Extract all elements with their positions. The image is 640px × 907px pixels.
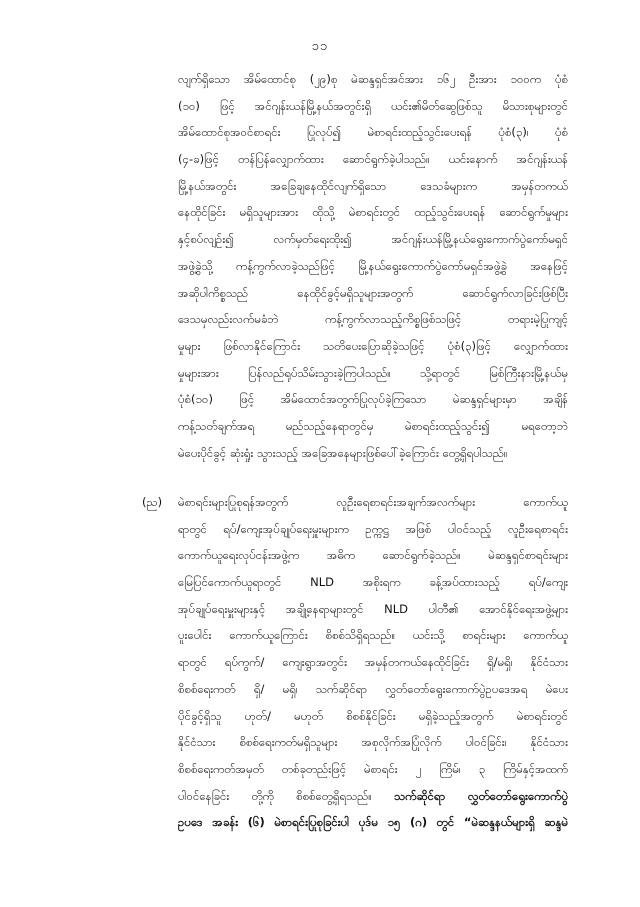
paragraph-1-line: နှင့်စပ်လျဉ်း၍ လက်မှတ်ရေးထိုး၍ အင်ဂျန်းယန်မြို့နယ်ရွေးကောက်ပွဲကော်မရှင် bbox=[178, 232, 568, 247]
paragraph-2-line: ပိုင်ခွင့်ရှိသူ ဟုတ်/ မဟုတ် စိစစ်နိုင်ခြင်း မရှိခဲ့သည့်အတွက် မဲစာရင်းတွင် bbox=[178, 708, 568, 723]
paragraph-1-line: ဒေသမှလည်းလက်မခံဘဲ ကန့်ကွက်လာသည့်ကိစ္စဖြစ်သဖြင့် တရားမဲ့ပြုကျင့် bbox=[178, 312, 568, 327]
paragraph-2-line: အုပ်ချုပ်ရေးမှူးများနှင့် အချို့နေရာများတွင် NLD ပါတီ၏ အောင်နိုင်ရေးအဖွဲ့များ bbox=[178, 601, 568, 616]
paragraph-2-label: (ည) bbox=[142, 495, 163, 509]
paragraph-1-line: မြို့နယ်အတွင်း အခြေချနေထိုင်လျက်ရှိသော ဒေသခံများက အမှန်တကယ် bbox=[178, 178, 568, 193]
paragraph-2-line: ရာတွင် ရပ်ကွက်/ ကျေးရွာအတွင်း အမှန်တကယ်နေထိုင်ခြင်း ရှိ/မရှိ၊ နိုင်ငံသား bbox=[178, 655, 568, 670]
paragraph-2-line: မဲစာရင်းများပြုစုရန်အတွက် လူဦးရေစာရင်းအချက်အလက်များ ကောက်ယူ bbox=[178, 495, 568, 509]
paragraph-2-line: ပူးပေါင်း ကောက်ယူကြောင်း စိစစ်သိရှိရသည်။ ယင်းသို့ စာရင်းများ ကောက်ယူ bbox=[178, 628, 568, 643]
paragraph-1-line: (၁၀) ဖြင့် အင်ဂျန်းယန်မြို့နယ်အတွင်းရှိ ယင်း၏မိတ်ဆွေဖြစ်သူ မိသားစုများတွင် bbox=[178, 98, 568, 113]
paragraph-1 bbox=[178, 66, 568, 466]
paragraph-1-line: အဆိုပါကိစ္စသည် နေထိုင်ခွင့်မရှိသူများအတွက် ဆောင်ရွက်လာခြင်းဖြစ်ပြီး bbox=[178, 285, 568, 300]
paragraph-2-line: မြေပြင်ကောက်ယူရာတွင် NLD အစိုးရက ခန့်အပ်ထားသည့် ရပ်/ကျေး bbox=[178, 575, 568, 590]
paragraph-2-line: စိစစ်ရေးကတ် ရှိ/ မရှိ၊ သက်ဆိုင်ရာ လွှတ်တော်ရွေးကောက်ပွဲဥပဒေအရ မဲပေး bbox=[178, 681, 568, 696]
paragraph-2-regular-text: ပါဝင်နေခြင်း တို့ကို စိစစ်တွေ့ရှိရသည်။ bbox=[178, 788, 372, 803]
paragraph-1-line: နေထိုင်ခြင်း မရှိသူများအား ထိုသို့ မဲစာရင်းတွင် ထည့်သွင်းပေးရန် ဆောင်ရွက်မှုများ bbox=[178, 205, 568, 220]
paragraph-2-line: နိုင်ငံသား စိစစ်ရေးကတ်မရှိသူများ အစုလိုက်အပြုံလိုက် ပါဝင်ခြင်း၊ နိုင်ငံသား bbox=[178, 735, 568, 750]
paragraph-2-line-with-bold bbox=[178, 783, 568, 810]
paragraph-1-line: လျက်ရှိသော အိမ်ထောင်စု (၂၉)စု မဲဆန္ဒရှင်အင်အား ၁၆၂ ဦးအား ၁၀၀က ပုံစံ bbox=[178, 72, 568, 86]
page-number: ၁၁ bbox=[311, 39, 329, 54]
paragraph-2-line: စိစစ်ရေးကတ်အမှတ် တစ်ခုတည်းဖြင့် မဲစာရင်း ၂ ကြိမ်၊ ၃ ကြိမ်နှင့်အထက် bbox=[178, 761, 568, 776]
paragraph-2-bold-line: ဥပဒေ အခန်း (၆) မဲစာရင်းပြုစုခြင်းပါ ပုဒ်မ ၁၅ (ဂ) တွင် “မဲဆန္ဒနယ်များရှိ ဆန္ဒမဲ bbox=[178, 815, 568, 830]
paragraph-1-line: အိမ်ထောင်စုအဝင်စာရင်း ပြုလုပ်၍ မဲစာရင်းထည့်သွင်းပေးရန် ပုံစံ(၃)၊ ပုံစံ bbox=[178, 125, 568, 140]
paragraph-1-line: (၄-ခ)ဖြင့် တန်ပြန်လျှောက်ထား ဆောင်ရွက်ခဲ့ပါသည်။ ယင်းနောက် အင်ဂျန်းယန် bbox=[178, 152, 568, 167]
paragraph-1-line: မဲပေးပိုင်ခွင့် ဆုံးရှုံး သွားသည့် အခြေအနေများဖြစ်ပေါ်ခဲ့ကြောင်း တွေ့ရှိရပါသည်။ bbox=[178, 445, 508, 460]
paragraph-1-line: ကန့်သတ်ချက်အရ မည်သည့်နေရာတွင်မှ မဲစာရင်းထည့်သွင်း၍ မရတော့ဘဲ bbox=[178, 418, 568, 433]
paragraph-2-line: ကောက်ယူရေးလုပ်ငန်းအဖွဲ့က အဓိက ဆောင်ရွက်ခဲ့သည်။ မဲဆန္ဒရှင်စာရင်းများ bbox=[178, 548, 568, 563]
paragraph-2-bold-text: သက်ဆိုင်ရာ လွှတ်တော်ရွေးကောက်ပွဲ bbox=[394, 788, 568, 803]
paragraph-1-line: မှုများအား ပြန်လည်ရုပ်သိမ်းသွားခဲ့ကြပါသည်။ သို့ရာတွင် မြစ်ကြီးနားမြို့နယ်မှ bbox=[178, 365, 568, 380]
paragraph-1-line: မှုများ ဖြစ်လာနိုင်ကြောင်း သတိပေးပြောဆိုခဲ့သဖြင့် ပုံစံ(၃)ဖြင့် လျှောက်ထား bbox=[178, 338, 568, 353]
paragraph-1-line: ပုံစံ(၁၀) ဖြင့် အိမ်ထောင်အတွက်ပြုလုပ်ခဲ့ကြသော မဲဆန္ဒရှင်များမှာ အချိန် bbox=[178, 392, 568, 407]
paragraph-2-line: ရာတွင် ရပ်/ကျေးအုပ်ချုပ်ရေးမှူးများက ဥက္ကဋ္ဌ အဖြစ် ပါဝင်သည့် လူဦးရေစာရင်း bbox=[178, 521, 568, 536]
paragraph-1-line: အဖွဲ့ခွဲသို့ ကန့်ကွက်လာခဲ့သည်ဖြင့် မြို့နယ်ရွေးကောက်ပွဲကော်မရှင်အဖွဲ့ခွဲ အနေဖြင့် bbox=[178, 258, 568, 273]
paragraph-2 bbox=[178, 489, 568, 836]
